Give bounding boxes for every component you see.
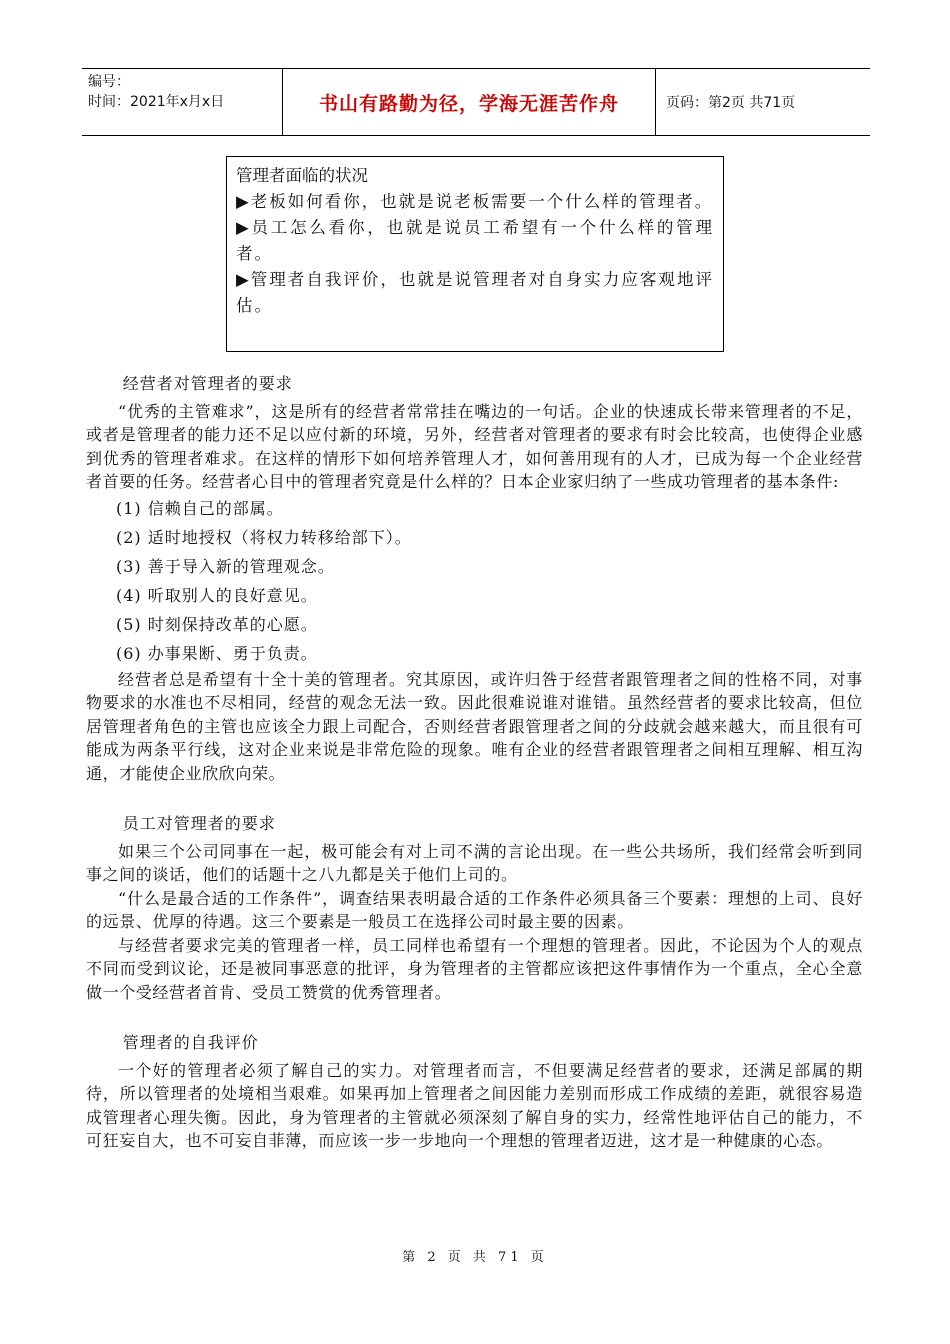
paragraph: 一个好的管理者必须了解自己的实力。对管理者而言，不但要满足经营者的要求，还满足部属的期待，所以管理者的处境相当艰难。如果再加上管理者之间因能力差别而形成工作成绩的差距，就很容易造成管理者心理失衡。因此，身为管理者的主管就必须深刻了解自身的实力，经常性地评估自己的能力，不可狂妄自大，也不可妄自菲薄，而应该一步一步地向一个理想的管理者迈进，这才是一种健康的心态。 bbox=[86, 1060, 863, 1150]
header-page-code: 页码：第2页 共71页 bbox=[666, 95, 796, 111]
paragraph: 与经营者要求完美的管理者一样，员工同样也希望有一个理想的管理者。因此，不论因为个人的观点不同而受到议论，还是被同事恶意的批评，身为管理者的主管都应该把这件事情作为一个重点，全心全意做一个受经营者首肯、受员工赞赏的优秀管理者。 bbox=[86, 935, 863, 1002]
header-motto: 书山有路勤为径，学海无涯苦作舟 bbox=[318, 92, 619, 115]
main-content bbox=[86, 372, 863, 1153]
situation-item: ▶员工怎么看你，也就是说员工希望有一个什么样的管理者。 bbox=[236, 218, 714, 263]
header-motto-cell bbox=[283, 69, 656, 135]
section-title-owner: 经营者对管理者的要求 bbox=[122, 374, 293, 393]
doc-number-label: 编号： bbox=[88, 74, 130, 90]
situation-item: ▶老板如何看你，也就是说老板需要一个什么样的管理者。 bbox=[236, 192, 714, 211]
situation-item: ▶管理者自我评价，也就是说管理者对自身实力应客观地评估。 bbox=[236, 270, 714, 315]
situation-box-title: 管理者面临的状况 bbox=[236, 166, 368, 185]
list-item: (2) 适时地授权（将权力转移给部下）。 bbox=[116, 527, 412, 547]
list-item: (4) 听取别人的良好意见。 bbox=[116, 585, 318, 605]
section-title-staff: 员工对管理者的要求 bbox=[122, 814, 276, 833]
section-title-self: 管理者的自我评价 bbox=[122, 1033, 259, 1052]
paragraph: 经营者总是希望有十全十美的管理者。究其原因，或许归咎于经营者跟管理者之间的性格不同，对事物要求的水准也不尽相同，经营的观念无法一致。因此很难说谁对谁错。虽然经营者的要求比较高，但位居管理者角色的主管也应该全力跟上司配合，否则经营者跟管理者之间的分歧就会越来越大，而且很有可能成为两条平行线，这对企业来说是非常危险的现象。唯有企业的经营者跟管理者之间相互理解、相互沟通，才能使企业欣欣向荣。 bbox=[86, 669, 863, 783]
header-page-cell bbox=[656, 69, 870, 135]
paragraph: “优秀的主管难求”，这是所有的经营者常常挂在嘴边的一句话。企业的快速成长带来管理者的不足，或者是管理者的能力还不足以应付新的环境，另外，经营者对管理者的要求有时会比较高，也使得企业感到优秀的管理者难求。在这样的情形下如何培养管理人才，如何善用现有的人才，已成为每一个企业经营者首要的任务。经营者心目中的管理者究竟是什么样的？日本企业家归纳了一些成功管理者的基本条件: bbox=[86, 401, 863, 491]
list-item: (3) 善于导入新的管理观念。 bbox=[116, 556, 335, 576]
list-item: (1) 信赖自己的部属。 bbox=[116, 498, 284, 518]
doc-time-label: 时间：2021年x月x日 bbox=[88, 94, 225, 110]
list-item: (6) 办事果断、勇于负责。 bbox=[116, 643, 318, 663]
list-item: (5) 时刻保持改革的心愿。 bbox=[116, 614, 318, 634]
page-header bbox=[82, 68, 870, 136]
header-meta bbox=[82, 69, 283, 135]
page-footer: 第 2 页 共 71 页 bbox=[402, 1250, 548, 1265]
situation-box bbox=[226, 156, 724, 352]
paragraph: 如果三个公司同事在一起，极可能会有对上司不满的言论出现。在一些公共场所，我们经常会听到同事之间的谈话，他们的话题十之八九都是关于他们上司的。 bbox=[86, 841, 863, 884]
paragraph: “什么是最合适的工作条件”，调查结果表明最合适的工作条件必须具备三个要素：理想的上司、良好的远景、优厚的待遇。这三个要素是一般员工在选择公司时最主要的因素。 bbox=[86, 888, 863, 931]
